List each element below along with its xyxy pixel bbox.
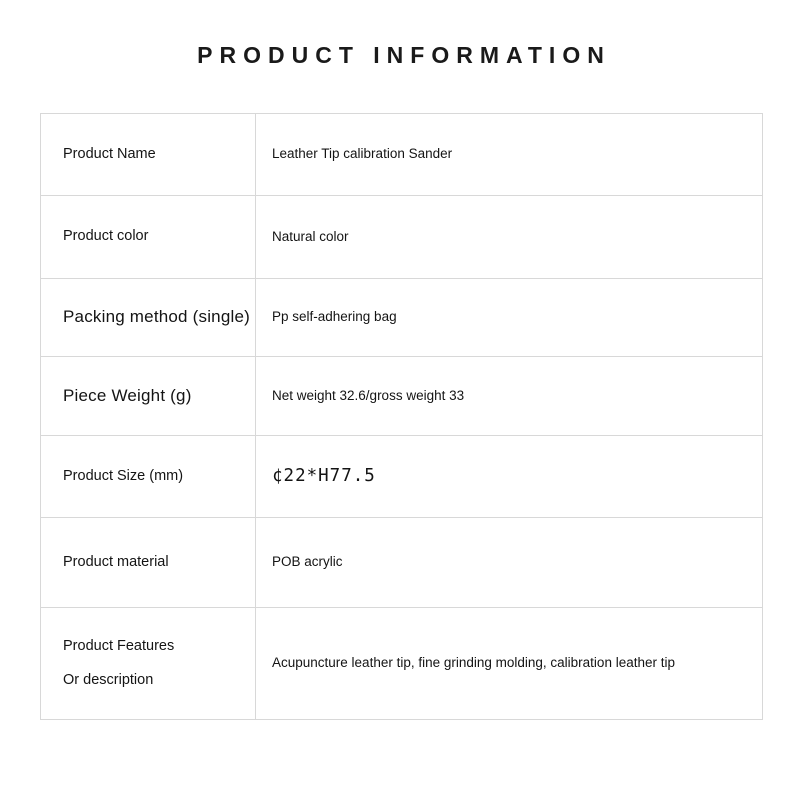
row-value: POB acrylic xyxy=(272,554,343,570)
row-value: Net weight 32.6/gross weight 33 xyxy=(272,387,465,403)
row-value: ¢22*H77.5 xyxy=(272,466,376,487)
row-value-cell xyxy=(256,608,763,720)
table-row xyxy=(41,608,763,720)
row-label: Piece Weight (g) xyxy=(63,385,192,405)
row-label-cell xyxy=(41,279,256,357)
row-label: Product material xyxy=(63,553,169,570)
row-label-cell xyxy=(41,114,256,196)
table-row xyxy=(41,114,763,196)
row-value-cell xyxy=(256,357,763,436)
table-row xyxy=(41,357,763,436)
row-label-cell xyxy=(41,608,256,720)
table-row xyxy=(41,279,763,357)
row-label: Product Features xyxy=(63,638,175,655)
row-value: Pp self-adhering bag xyxy=(272,309,397,325)
row-label-cell xyxy=(41,196,256,279)
row-label: Packing method (single) xyxy=(63,307,250,327)
row-label-cell xyxy=(41,518,256,608)
row-value-cell xyxy=(256,196,763,279)
row-value-cell xyxy=(256,279,763,357)
product-spec-table xyxy=(40,113,763,720)
row-label: Product Size (mm) xyxy=(63,467,184,484)
page-title: PRODUCT INFORMATION xyxy=(197,42,611,68)
row-label-cell xyxy=(41,357,256,436)
row-value-cell xyxy=(256,114,763,196)
row-value-cell xyxy=(256,518,763,608)
table-row xyxy=(41,436,763,518)
table-row xyxy=(41,196,763,279)
row-label: Product Name xyxy=(63,145,156,162)
row-value: Acupuncture leather tip, fine grinding molding, calibration leather tip xyxy=(272,655,675,671)
row-label-secondary: Or description xyxy=(63,671,154,688)
row-value: Leather Tip calibration Sander xyxy=(272,146,453,162)
row-value-cell xyxy=(256,436,763,518)
table-row xyxy=(41,518,763,608)
row-label-cell xyxy=(41,436,256,518)
row-value: Natural color xyxy=(272,228,349,244)
row-label: Product color xyxy=(63,228,149,245)
